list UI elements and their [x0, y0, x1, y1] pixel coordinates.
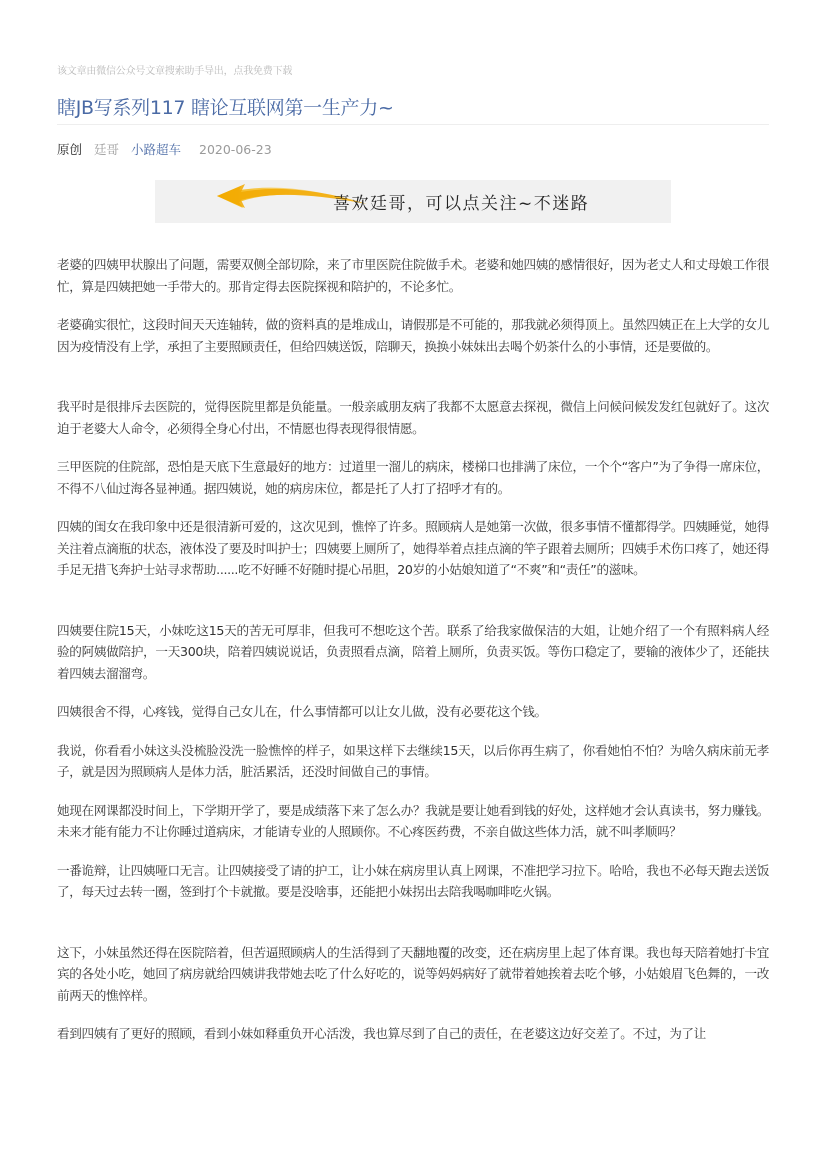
export-notice-link[interactable]: 该文章由微信公众号文章搜索助手导出，点我免费下载	[57, 66, 293, 77]
paragraph: 老婆的四姨甲状腺出了问题，需要双侧全部切除，来了市里医院住院做手术。老婆和她四姨的感情很好，因为老丈人和丈母娘工作很忙，算是四姨把她一手带大的。那肯定得去医院探视和陪护的，不论多忙。	[57, 257, 769, 294]
paragraph: 她现在网课都没时间上，下学期开学了，要是成绩落下来了怎么办？我就是要让她看到钱的好处，这样她才会认真读书，努力赚钱。未来才能有能力不让你睡过道病床，才能请专业的人照顾你。不心疼医药费，不亲自做这些体力活，就不叫孝顺吗？	[57, 802, 769, 839]
author-name: 廷哥	[94, 142, 120, 157]
banner-caption: 喜欢廷哥，可以点关注~不迷路	[333, 194, 590, 214]
account-link[interactable]: 小路超车	[131, 142, 182, 157]
original-tag: 原创	[57, 142, 83, 157]
publish-date: 2020-06-23	[199, 142, 272, 157]
article-body	[57, 254, 769, 1045]
paragraph: 看到四姨有了更好的照顾，看到小妹如释重负开心活泼，我也算尽到了自己的责任，在老婆这边好交差了。不过，为了让	[57, 1026, 706, 1041]
article-title: 瞎JB写系列117 瞎论互联网第一生产力~	[57, 97, 394, 119]
follow-banner-image	[155, 180, 671, 223]
paragraph: 三甲医院的住院部，恐怕是天底下生意最好的地方：过道里一溜儿的病床，楼梯口也排满了床位，一个个“客户”为了争得一席床位，不得不八仙过海各显神通。据四姨说，她的病房床位，都是托了人打了招呼才有的。	[57, 459, 769, 496]
paragraph: 四姨的闺女在我印象中还是很清新可爱的，这次见到，憔悴了许多。照顾病人是她第一次做，很多事情不懂都得学。四姨睡觉，她得关注着点滴瓶的状态，液体没了要及时叫护士；四姨要上厕所了，她得举着点挂点滴的竿子跟着去厕所；四姨手术伤口疼了，她还得手足无措飞奔护士站寻求帮助......吃不好睡不好随时提心吊胆，20岁的小姑娘知道了“不爽”和“责任”的滋味。	[57, 519, 769, 577]
paragraph: 我说，你看看小妹这头没梳脸没洗一脸憔悴的样子，如果这样下去继续15天，以后你再生病了，你看她怕不怕？为啥久病床前无孝子，就是因为照顾病人是体力活，脏活累活，还没时间做自己的事情。	[57, 742, 769, 779]
paragraph: 四姨很舍不得，心疼钱，觉得自己女儿在，什么事情都可以让女儿做，没有必要花这个钱。	[57, 704, 547, 719]
paragraph: 四姨要住院15天，小妹吃这15天的苦无可厚非，但我可不想吃这个苦。联系了给我家做保洁的大姐，让她介绍了一个有照料病人经验的阿姨做陪护，一天300块，陪着四姨说说话，负责照看点滴，陪着上厕所，负责买饭。等伤口稳定了，要输的液体少了，还能扶着四姨去溜溜弯。	[57, 622, 769, 681]
paragraph: 老婆确实很忙，这段时间天天连轴转，做的资料真的是堆成山，请假那是不可能的，那我就必须得顶上。虽然四姨正在上大学的女儿因为疫情没有上学，承担了主要照顾责任，但给四姨送饭，陪聊天，换换小妹妹出去喝个奶茶什么的小事情，还是要做的。	[57, 317, 769, 354]
paragraph: 我平时是很排斥去医院的，觉得医院里都是负能量。一般亲戚朋友病了我都不太愿意去探视，微信上问候问候发发红包就好了。这次迫于老婆大人命令，必须得全身心付出，不情愿也得表现得很情愿。	[57, 399, 769, 436]
title-divider	[57, 124, 769, 125]
paragraph: 一番诡辩，让四姨哑口无言。让四姨接受了请的护工，让小妹在病房里认真上网课，不准把学习拉下。哈哈，我也不必每天跑去送饭了，每天过去转一圈，签到打个卡就撤。要是没啥事，还能把小妹拐出去陪我喝咖啡吃火锅。	[57, 862, 769, 899]
article-meta	[57, 140, 280, 158]
paragraph: 这下，小妹虽然还得在医院陪着，但苦逼照顾病人的生活得到了天翻地覆的改变，还在病房里上起了体育课。我也每天陪着她打卡宜宾的各处小吃，她回了病房就给四姨讲我带她去吃了什么好吃的，说等妈妈病好了就带着她挨着去吃个够，小姑娘眉飞色舞的，一改前两天的憔悴样。	[57, 944, 769, 1003]
